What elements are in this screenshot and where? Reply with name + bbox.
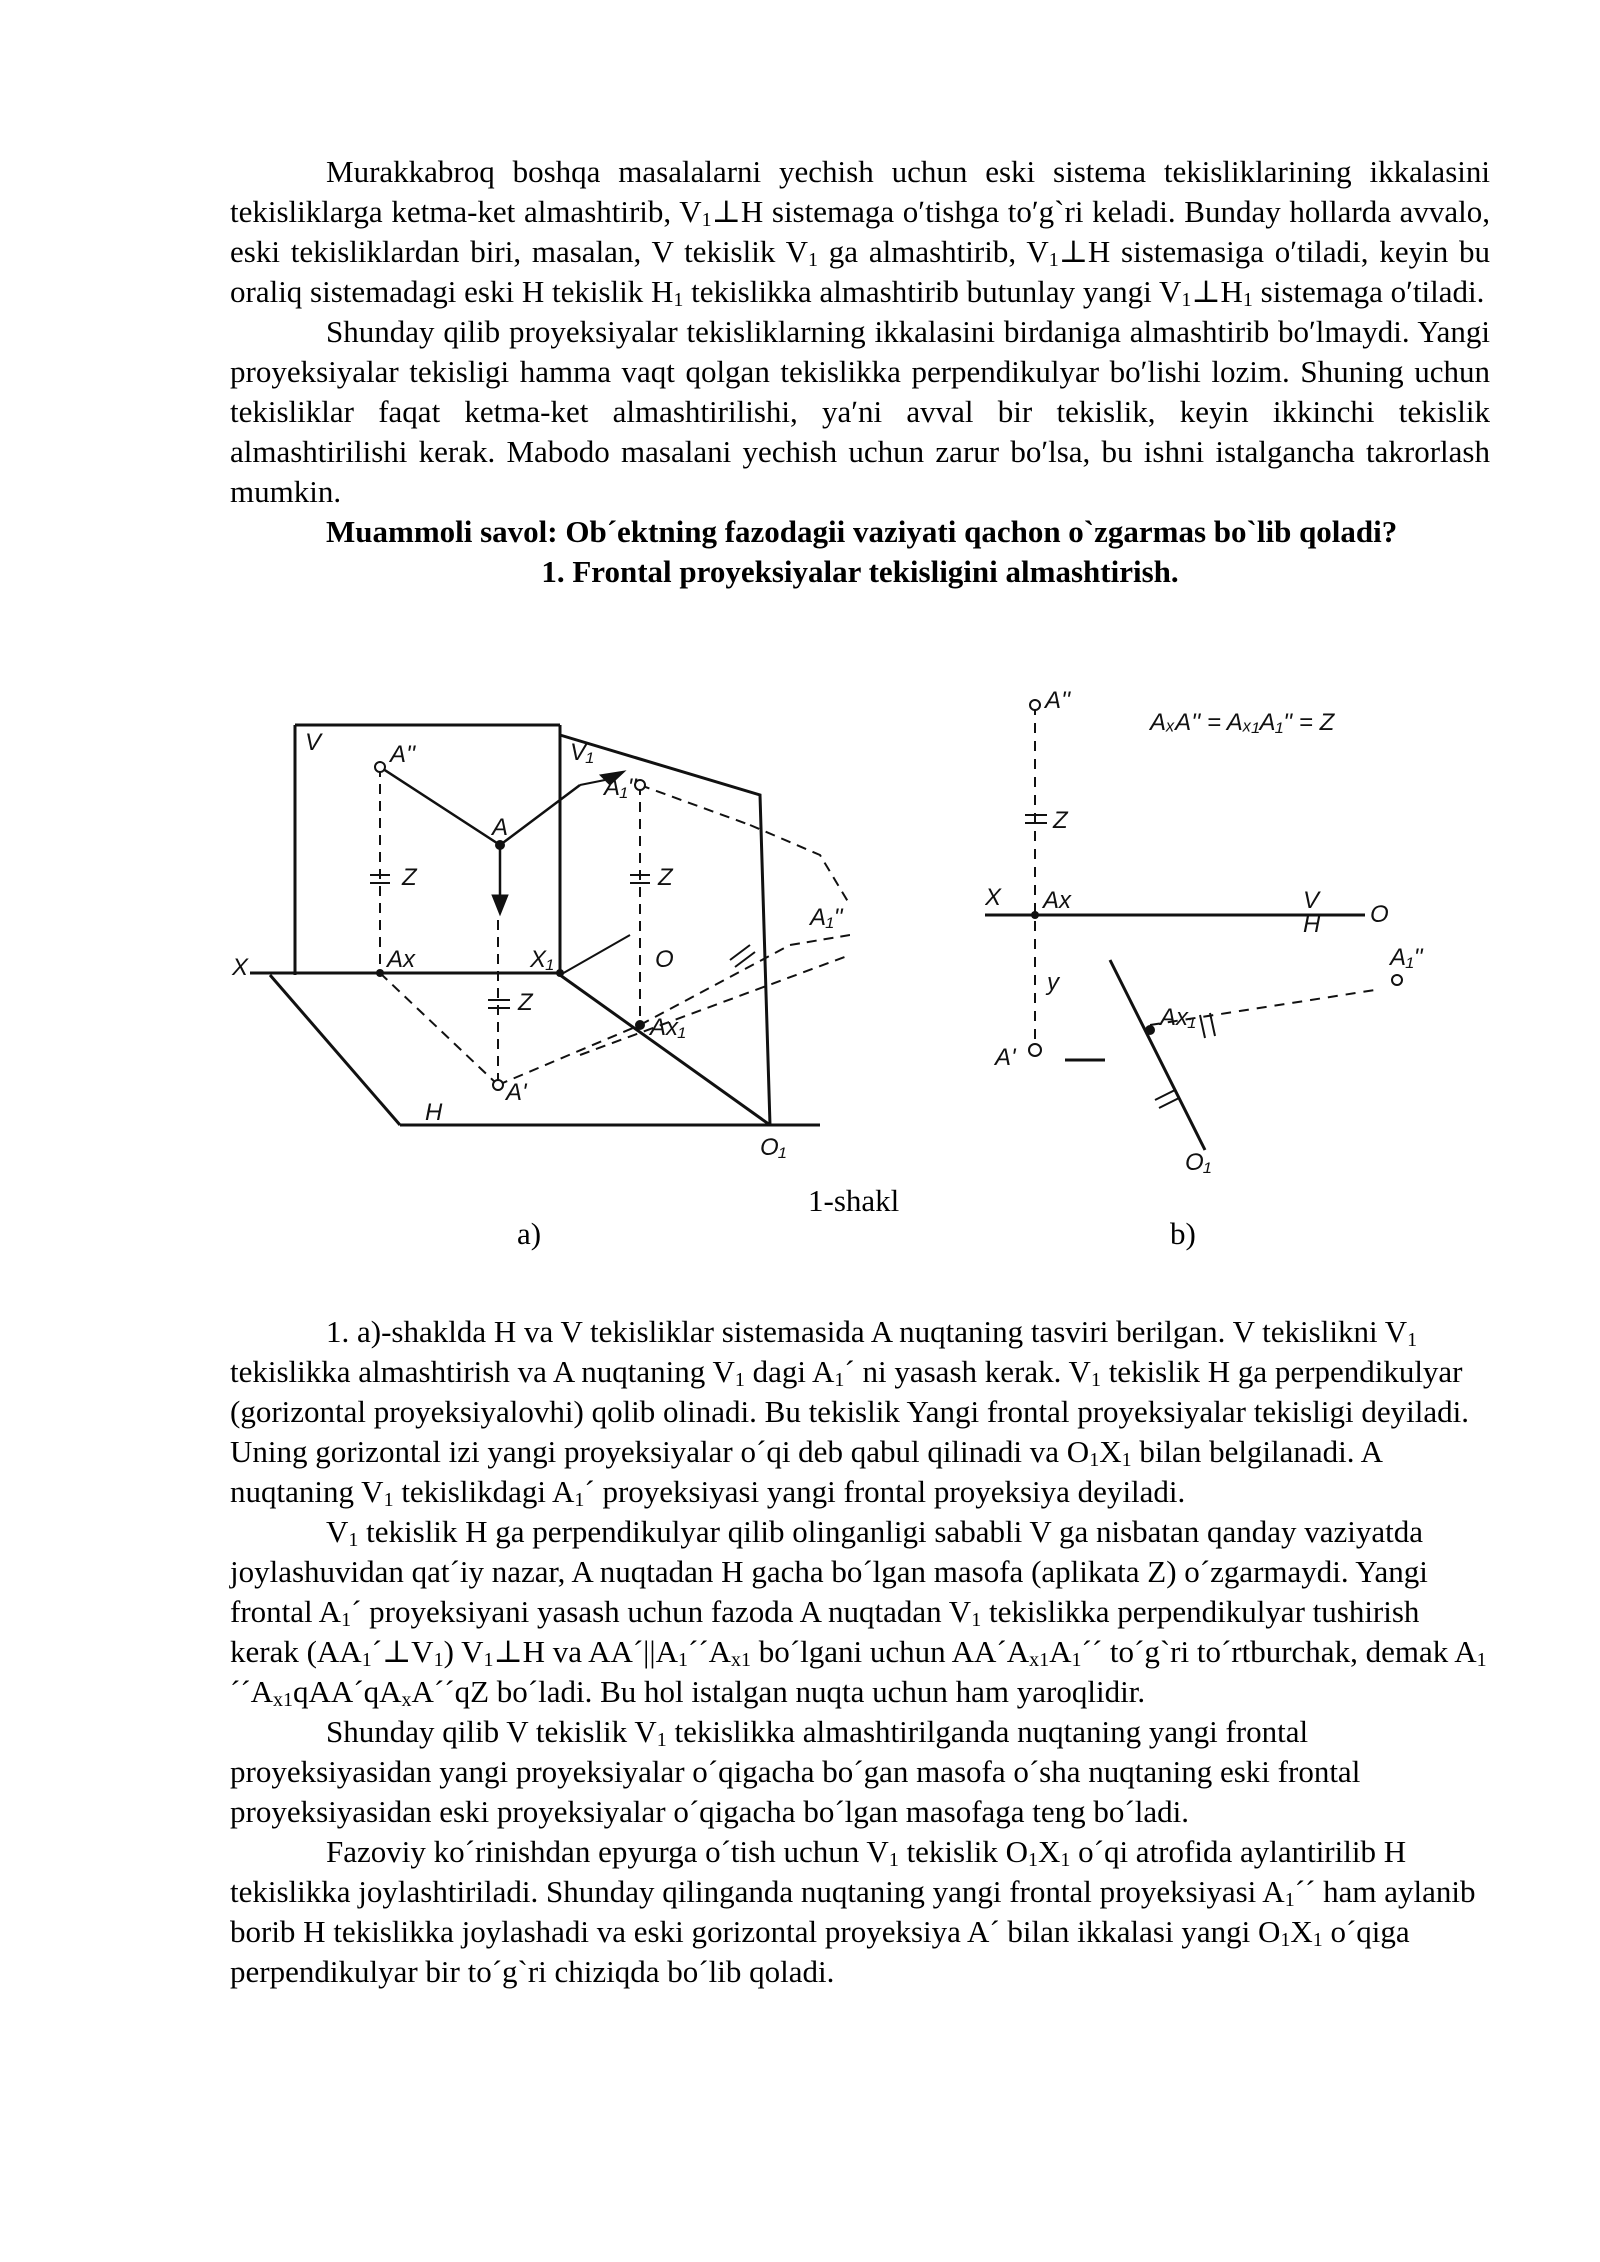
label-v1: V₁ <box>570 739 594 766</box>
subscript: 1 <box>888 1849 899 1871</box>
subscript: x1 <box>731 1649 752 1671</box>
text-span: ´´A <box>230 1674 274 1709</box>
text-span: A <box>1049 1634 1072 1669</box>
subscript: x <box>401 1689 412 1711</box>
text-span: 1. a)-shaklda H va V tekisliklar sistemasida A nuqtaning tasviri berilgan. V tekislikni V <box>326 1314 1408 1349</box>
section-heading: 1. Frontal proyeksiyalar tekisligini almashtirish. <box>541 554 1179 589</box>
text-span: V <box>326 1514 349 1549</box>
subscript: x1 <box>273 1689 294 1711</box>
label-ax: Ax <box>1043 887 1072 914</box>
subscript: 1 <box>673 289 684 311</box>
text-span: ´ proyeksiyasi yangi frontal proyeksiya deyiladi. <box>584 1474 1186 1509</box>
figure-b <box>985 690 1455 1180</box>
text-span: ⊥H <box>1191 274 1243 309</box>
a-projection-lines <box>380 767 580 845</box>
text-span: ⊥H sistemaga oʹtishga toʹg`ri keladi. Bunday hollarda avvalo, eski tekisliklardan biri, masalan, V tekislik V <box>230 194 1491 269</box>
subscript: 1 <box>807 249 818 271</box>
subscript: 1 <box>1181 289 1192 311</box>
label-a1pp-folded: A₁'' <box>810 904 843 931</box>
text-span: tekislikka almashtirib butunlay yangi V <box>683 274 1182 309</box>
text-span: A´´qZ bo´ladi. Bu hol istalgan nuqta uchun ham yaroqlidir. <box>411 1674 1146 1709</box>
h-plane-left-edge <box>270 975 400 1125</box>
paragraph-4 <box>230 1512 1490 1712</box>
subscript: 1 <box>1027 1849 1038 1871</box>
label-z-1: Z <box>402 864 417 891</box>
figure-caption: 1-shakl <box>808 1183 900 1218</box>
paragraph-1 <box>230 152 1490 312</box>
x1-axis-line <box>1110 960 1205 1150</box>
subscript: 1 <box>701 209 712 231</box>
text-span: ga almashtirib, V <box>817 234 1049 269</box>
text-span: qAA´qA <box>293 1674 402 1709</box>
subscript: 1 <box>348 1529 359 1551</box>
subscript: 1 <box>433 1649 444 1671</box>
label-a1pp: A₁'' <box>1390 944 1423 971</box>
figure-label-b: b) <box>1170 1216 1196 1251</box>
label-x: X <box>232 954 249 981</box>
subscript: 1 <box>1090 1369 1101 1391</box>
text-span: bilan belgilanadi. A nuqtaning V <box>230 1434 1382 1509</box>
figure-b-drawing <box>985 690 1455 1180</box>
subscript: 1 <box>1089 1449 1100 1471</box>
label-h: H <box>425 1099 443 1126</box>
text-span: sistemaga oʹtiladi. <box>1252 274 1485 309</box>
label-aprime: A' <box>995 1044 1016 1071</box>
label-ax: Ax <box>387 946 416 973</box>
paragraph-5 <box>230 1712 1490 1832</box>
label-v: V <box>1303 887 1320 914</box>
top-text-block <box>230 152 1490 592</box>
label-o: O <box>655 946 674 973</box>
subscript: 1 <box>1060 1849 1071 1871</box>
text-span: tekislikdagi A <box>393 1474 575 1509</box>
x1-axis-line <box>560 975 770 1125</box>
subscript: 1 <box>1407 1329 1418 1351</box>
subscript: 1 <box>971 1609 982 1631</box>
subscript: 1 <box>1280 1929 1291 1951</box>
text-span: Shunday qilib V tekislik V <box>326 1714 657 1749</box>
label-x: X <box>985 884 1002 911</box>
subscript: 1 <box>383 1489 394 1511</box>
problem-question: Muammoli savol: Ob´ektning fazodagii vaziyati qachon o`zgarmas bo`lib qoladi? <box>326 514 1398 549</box>
subscript: 1 <box>1476 1649 1487 1671</box>
label-a1pp: A₁'' <box>604 774 637 801</box>
text-span: ´ proyeksiyani yasash uchun fazoda A nuqtadan V <box>351 1594 972 1629</box>
text-span: ´⊥V <box>371 1634 434 1669</box>
label-y: y <box>1047 969 1059 996</box>
subscript: 1 <box>1071 1649 1082 1671</box>
subscript: 1 <box>341 1609 352 1631</box>
subscript: 1 <box>483 1649 494 1671</box>
text-span: bo´lgani uchun AA´A <box>751 1634 1030 1669</box>
label-a2: A'' <box>1045 690 1071 714</box>
subscript: 1 <box>1284 1889 1295 1911</box>
label-z-3: Z <box>658 864 673 891</box>
subscript: 1 <box>1312 1929 1323 1951</box>
text-span: tekislikka almashtirish va A nuqtaning V <box>230 1354 735 1389</box>
text-span: tekislik O <box>898 1834 1028 1869</box>
label-h: H <box>1303 911 1321 938</box>
subscript: 1 <box>361 1649 372 1671</box>
subscript: 1 <box>574 1489 585 1511</box>
figure-a <box>230 705 850 1175</box>
subscript: 1 <box>1048 249 1059 271</box>
text-span: ´´ to´g`ri to´rtburchak, demak A <box>1081 1634 1477 1669</box>
subscript: 1 <box>734 1369 745 1391</box>
text-span: X <box>1290 1914 1313 1949</box>
subscript: 1 <box>834 1369 845 1391</box>
label-o: O <box>1370 901 1389 928</box>
label-aprime: A' <box>506 1079 527 1106</box>
label-x1: X₁ <box>530 946 554 973</box>
text-span: X <box>1037 1834 1061 1869</box>
text-span: tekislikka perpendikulyar tushirish kerak (AA <box>230 1594 1420 1669</box>
text-span: tekislikka almashtirilganda nuqtaning yangi frontal proyeksiyasidan yangi proyeksiyalar o´qigacha bo´gan masofa o´sha nuqtaning eski frontal proyeksiyasidan eski proyeksiyalar o´qigacha bo´lgan masofaga teng bo´ladi. <box>230 1714 1361 1829</box>
text-span: tekislik H ga perpendikulyar qilib olinganligi sababli V ga nisbatan qanday vaziyatda joylashuvidan qat´iy nazar, A nuqtadan H gacha bo´lgan masofa (aplikata Z) o´zgarmaydi. Yangi frontal A <box>230 1514 1428 1629</box>
lower-text-block <box>230 1312 1490 1992</box>
subscript: 1 <box>677 1649 688 1671</box>
text-span: X <box>1099 1434 1122 1469</box>
text-span: ´´A <box>687 1634 732 1669</box>
text-span: ) V <box>443 1634 484 1669</box>
text-span: ⊥H va AA´||A <box>493 1634 678 1669</box>
label-ax1: Ax₁ <box>1160 1004 1196 1031</box>
label-ax1: Ax₁ <box>650 1014 686 1041</box>
text-span: ⊥H sistemasiga oʹtiladi, keyin bu oraliq sistemadagi eski H tekislik H <box>230 234 1490 309</box>
label-o1: O₁ <box>1185 1149 1212 1176</box>
text-span: ´´ ham aylanib borib H tekislikka joylashadi va eski gorizontal proyeksiya A´ bilan ikkalasi yangi O <box>230 1874 1476 1949</box>
text-span: dagi A <box>744 1354 835 1389</box>
text-span: Fazoviy ko´rinishdan epyurga o´tish uchun V <box>326 1834 889 1869</box>
paragraph-3 <box>230 1312 1490 1512</box>
figure-a-drawing <box>230 705 850 1175</box>
subscript: 1 <box>1242 289 1253 311</box>
text-span: ´ ni yasash kerak. V <box>844 1354 1091 1389</box>
text-span: o´qiga perpendikulyar bir to´g`ri chiziqda bo´lib qoladi. <box>230 1914 1410 1989</box>
text-span: o´qi atrofida aylantirilib H tekislikka joylashtiriladi. Shunday qilinganda nuqtaning yangi frontal proyeksiyasi A <box>230 1834 1407 1909</box>
paragraph-6 <box>230 1832 1490 1992</box>
figure-label-a: a) <box>517 1216 542 1251</box>
label-formula: AₓA'' = Aₓ₁A₁'' = Z <box>1150 709 1335 736</box>
text-span: Murakkabroq boshqa masalalarni yechish uchun eski sistema tekisliklarining ikkalasini tekisliklarga ketma-ket almashtirib, V <box>230 154 1490 229</box>
label-v: V <box>305 729 322 756</box>
subscript: 1 <box>656 1729 667 1751</box>
label-z-2: Z <box>518 989 533 1016</box>
label-a2: A'' <box>390 741 416 768</box>
label-a: A <box>492 814 509 841</box>
subscript: x1 <box>1029 1649 1050 1671</box>
label-o1: O₁ <box>760 1134 787 1161</box>
subscript: 1 <box>1121 1449 1132 1471</box>
paragraph-2: Shunday qilib proyeksiyalar tekisliklarning ikkalasini birdaniga almashtirib boʹlmaydi. Yangi proyeksiyalar tekisligi hamma vaqt qolgan tekislikka perpendikulyar boʹlishi lozim. Shuning uchun tekisliklar faqat ketma-ket almashtirilishi, yaʹni avval bir tekislik, keyin ikkinchi tekislik almashtirilishi kerak. Mabodo masalani yechish uchun zarur boʹlsa, bu ishni istalgancha takrorlash mumkin. <box>230 314 1490 509</box>
text-span: tekislik H ga perpendikulyar (gorizontal proyeksiyalovhi) qolib olinadi. Bu tekislik Yangi frontal proyeksiyalar tekisligi deyiladi. Uning gorizontal izi yangi proyeksiyalar o´qi deb qabul qilinadi va O <box>230 1354 1469 1469</box>
label-z: Z <box>1053 807 1068 834</box>
